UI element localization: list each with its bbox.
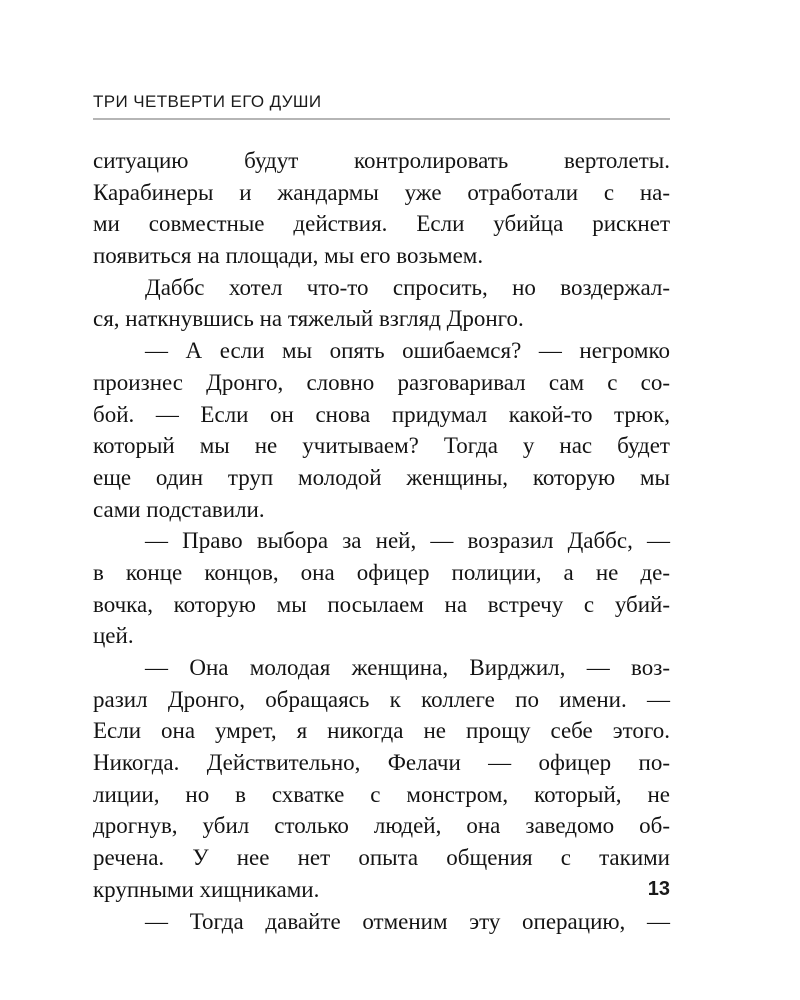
text-line: — Тогда давайте отменим эту операцию, — [145, 908, 670, 934]
text-line: разил Дронго, обращаясь к коллеге по имени. — [93, 686, 670, 712]
text-line: бой. — Если он снова придумал какой-то трюк, [93, 401, 670, 427]
text-line: дрогнув, убил столько людей, она заведомо об- [93, 813, 670, 839]
text-line: появиться на площади, мы его возьмем. [93, 243, 484, 269]
text-line: вочка, которую мы посылаем на встречу с убий- [93, 591, 670, 617]
text-line: — Она молодая женщина, Вирджил, — воз- [145, 655, 670, 680]
text-line: Если она умрет, я никогда не прощу себе этого. [93, 718, 670, 744]
text-line: ся, наткнувшись на тяжелый взгляд Дронго. [93, 306, 524, 332]
text-line: цей. [93, 623, 134, 649]
text-line: — А если мы опять ошибаемся? — негромко [145, 338, 670, 364]
header-rule [93, 118, 670, 120]
text-line: ситуацию будут контролировать вертолеты. [93, 148, 670, 173]
text-line: Никогда. Действительно, Фелачи — офицер по- [93, 750, 670, 776]
text-line: Карабинеры и жандармы уже отработали с на- [93, 179, 670, 205]
text-line: в конце концов, она офицер полиции, а не де- [93, 559, 670, 585]
text-line: лиции, но в схватке с монстром, который, не [93, 781, 670, 807]
text-line: который мы не учитываем? Тогда у нас будет [93, 433, 670, 459]
text-line: ми совместные действия. Если убийца рискнет [93, 211, 670, 237]
body-text [93, 145, 670, 937]
text-line: крупными хищниками. [93, 876, 320, 902]
text-line: речена. У нее нет опыта общения с такими [93, 845, 670, 871]
running-header: ТРИ ЧЕТВЕРТИ ЕГО ДУШИ [93, 92, 322, 111]
text-line: еще один труп молодой женщины, которую мы [93, 464, 670, 490]
page-number: 13 [647, 878, 670, 900]
text-line: Даббс хотел что-то спросить, но воздержал- [145, 274, 670, 300]
text-line: — Право выбора за ней, — возразил Даббс, — [145, 528, 670, 554]
text-line: сами подставили. [93, 496, 265, 522]
text-line: произнес Дронго, словно разговаривал сам с со- [93, 369, 670, 395]
